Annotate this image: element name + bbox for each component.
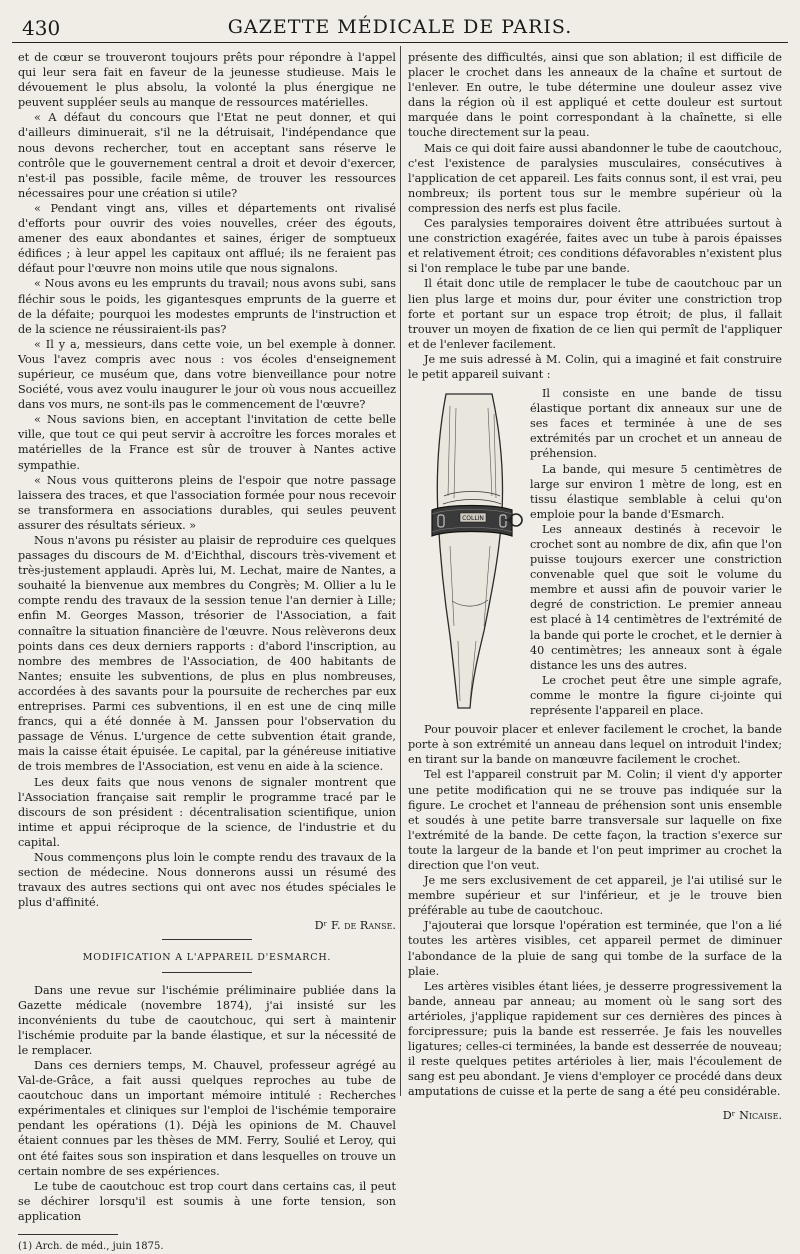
footnote: (1) Arch. de méd., juin 1875. <box>18 1241 164 1253</box>
journal-title: GAZETTE MÉDICALE DE PARIS. <box>227 16 573 38</box>
leg-with-tourniquet-illustration <box>408 386 526 716</box>
section-rule <box>162 939 252 940</box>
page-header <box>12 10 788 40</box>
paragraph: Les anneaux destinés à recevoir le crochet sont au nombre de dix, afin que l'on puisse toujours exercer une constriction convenable quel que soit le volume du membre et aussi afin de pouvoir varier le degré de constriction. Le premier anneau est placé à 14 centimètres de l'extrémité de la bande qui porte le crochet, et le dernier à 40 centimètres; les anneaux sont à égale distance les uns des autres. <box>530 522 782 672</box>
paragraph: Dans une revue sur l'ischémie préliminaire publiée dans la Gazette médicale (novembre 1874), j'ai insisté sur les inconvénients du tube de caoutchouc, qui sert à maintenir l'ischémie produite par la bande élastique, et sur la nécessité de le remplacer. <box>18 983 396 1057</box>
paragraph: Nous commençons plus loin le compte rendu des travaux de la section de médecine. Nous donnerons aussi un résumé des travaux des autres sections qui ont avec nos études spéciales le plus d'affinité. <box>18 850 396 910</box>
paragraph: Je me sers exclusivement de cet appareil, je l'ai utilisé sur le membre supérieur et sur l'inférieur, et je le trouve bien préférable au tube de caoutchouc. <box>408 874 782 918</box>
paragraph: Les deux faits que nous venons de signaler montrent que l'Association française sait remplir le programme tracé par le discours de son président : décentralisation scientifique, union intime et appui réciproque de la science, de l'industrie et du capital. <box>18 775 396 849</box>
paragraph: La bande, qui mesure 5 centimètres de large sur environ 1 mètre de long, est en tissu élastique semblable à celui qu'on emploie pour la bande d'Esmarch. <box>530 462 782 521</box>
paragraph: présente des difficultés, ainsi que son ablation; il est difficile de placer le crochet dans les anneaux de la chaîne et surtout de l'enlever. En outre, le tube détermine une douleur assez vive dans la région où il est appliqué et cette douleur est surtout marquée dans le point correspondant à la chaînette, si elle touche directement sur la peau. <box>408 51 782 140</box>
paragraph: Dans ces derniers temps, M. Chauvel, professeur agrégé au Val-de-Grâce, a fait aussi quelques reproches au tube de caoutchouc dans un important mémoire intitulé : Recherches expérimentales et cliniques sur l'emploi de l'ischémie temporaire pendant les opérations (1). Déjà les opinions de M. Chauvel étaient connues par les thèses de MM. Ferry, Soulié et Leroy, qui ont été faites sous son inspiration et dans lesquelles on trouve un certain nombre de ses expériences. <box>18 1059 396 1178</box>
paragraph: et de cœur se trouveront toujours prêts pour répondre à l'appel qui leur sera fait en faveur de la jeunesse studieuse. Mais le dévouement le plus absolu, la volonté la plus énergique ne peuvent suppléer seuls au manque de ressources matérielles. <box>18 51 396 110</box>
paragraph: Il était donc utile de remplacer le tube de caoutchouc par un lien plus large et moins dur, pour éviter une constriction trop forte et portant sur un espace trop étroit; de plus, il fallait trouver un moyen de fixation de ce lien qui permît de l'appliquer et de l'enlever facilement. <box>408 277 782 351</box>
figure-tourniquet <box>408 386 526 720</box>
page-number: 430 <box>22 16 61 40</box>
paragraph: « A défaut du concours que l'Etat ne peut donner, et qui d'ailleurs diminuerait, s'il ne la détruisait, l'indépendance que nous devons rechercher, tout en acceptant sans réserve le contrôle que le gouvernement central a droit et devoir d'exercer, n'est-il pas possible, facile même, de trouver les ressources nécessaires pour une création si utile? <box>18 111 396 200</box>
paragraph: Le tube de caoutchouc est trop court dans certains cas, il peut se déchirer lorsqu'il est soumis à une forte tension, son application <box>18 1179 396 1223</box>
paragraph: Ces paralysies temporaires doivent être attribuées surtout à une constriction exagérée, faites avec un tube à parois épaisses et relativement étroit; ces conditions défavorables n'existent plus si l'on remplace le tube par une bande. <box>408 217 782 276</box>
paragraph: Nous n'avons pu résister au plaisir de reproduire ces quelques passages du discours de M. d'Eichthal, discours très-vivement et très-justement applaudi. Après lui, M. Lechat, maire de Nantes, a souhaité la bienvenue aux membres du Congrès; M. Ollier a lu le compte rendu des travaux de la session tenue l'an dernier à Lille; enfin M. Georges Masson, trésorier de l'Association, a fait connaître la situation financière de l'œuvre. Nous relèverons deux points dans ces deux derniers rapports : d'abord l'inscription, au nombre des membres de l'Association, de 400 habitants de Nantes; ensuite les subventions, de plus en plus nombreuses, accordées à des savants pour la poursuite de recherches par eux entreprises. Parmi ces subventions, il en est une de cinq mille francs, qui a été donnée à M. Janssen pour l'observation du passage de Vénus. L'urgence de cette subvention était grande, mais la caisse était épuisée. Le capital, par la généreuse initiative de trois membres de l'Association, est venu en aide à la science. <box>18 534 396 774</box>
paragraph: « Il y a, messieurs, dans cette voie, un bel exemple à donner. Vous l'avez compris avec nous : vos écoles d'enseignement supérieur, ce muséum que, dans votre bienveillance pour notre Société, vous avez voulu inaugurer le jour où vous nous accueillez dans vos murs, ne sont-ils pas le commencement de l'œuvre? <box>18 337 396 412</box>
header-rule <box>12 42 788 43</box>
paragraph: Pour pouvoir placer et enlever facilement le crochet, la bande porte à son extrémité un anneau dans lequel on introduit l'index; en tirant sur la bande on manœuvre facilement le crochet. <box>408 723 782 767</box>
paragraph: J'ajouterai que lorsque l'opération est terminée, que l'on a lié toutes les artères visibles, cet appareil permet de diminuer l'abondance de la pluie de sang qui tombe de la surface de la plaie. <box>408 919 782 978</box>
figure-description <box>526 386 782 720</box>
paragraph: Tel est l'appareil construit par M. Colin; il vient d'y apporter une petite modification qui ne se trouve pas indiquée sur la figure. Le crochet et l'anneau de préhension sont unis ensemble et soudés à une petite barre transversale sur laquelle on fixe l'extrémité de la bande. De cette façon, la traction s'exerce sur toute la largeur de la bande et l'on peut imprimer au crochet la direction que l'on veut. <box>408 768 782 872</box>
leg-outline <box>437 394 502 708</box>
paragraph: Je me suis adressé à M. Colin, qui a imaginé et fait construire le petit appareil suivant : <box>408 352 782 381</box>
section-title: MODIFICATION A L'APPAREIL D'ESMARCH. <box>82 952 332 964</box>
right-column <box>408 50 782 1129</box>
paragraph: Le crochet peut être une simple agrafe, comme le montre la figure ci-jointe qui représente l'appareil en place. <box>530 673 782 718</box>
left-column <box>18 50 396 1254</box>
section-rule <box>162 972 252 973</box>
paragraph: Mais ce qui doit faire aussi abandonner le tube de caoutchouc, c'est l'existence de paralysies musculaires, consécutives à l'application de cet appareil. Les faits connus sont, il est vrai, peu nombreux; ils portent tous sur le membre supérieur où la compression des nerfs est plus facile. <box>408 141 782 215</box>
paragraph: « Nous avons eu les emprunts du travail; nous avons subi, sans fléchir sous le poids, les gigantesques emprunts de la guerre et de la défaite; pourquoi les modestes emprunts de l'instruction et de la science ne réussiraient-ils pas? <box>18 277 396 336</box>
author-signature: Dʳ F. de Ranse. <box>314 919 396 933</box>
paragraph: « Nous vous quitterons pleins de l'espoir que notre passage laissera des traces, et que l'association formée pour nous recevoir se transformera en associations durables, qui seules peuvent assurer des résultats sérieux. » <box>18 473 396 532</box>
footnote-rule <box>18 1234 118 1235</box>
column-divider <box>400 46 401 1096</box>
author-signature: Dʳ Nicaise. <box>722 1108 782 1122</box>
figure-label: COLLIN <box>462 515 484 523</box>
paragraph: « Nous savions bien, en acceptant l'invitation de cette belle ville, que tout ce qui peut servir à accroître les forces morales et matérielles de la France est sûr de trouver à Nantes active sympathie. <box>18 413 396 472</box>
figure-block <box>408 386 782 720</box>
paragraph: Les artères visibles étant liées, je desserre progressivement la bande, anneau par anneau; au moment où le sang sort des artérioles, j'applique rapidement sur ces dernières des pinces à forcipressure; puis la bande est resserrée. Je fais les nouvelles ligatures; celles-ci terminées, la bande est desserrée de nouveau; il reste quelques petites artérioles à lier, mais l'écoulement de sang est peu abondant. Je viens d'employer ce procédé dans deux amputations de cuisse et la perte de sang a été peu considérable. <box>408 979 782 1099</box>
paragraph: « Pendant vingt ans, villes et départements ont rivalisé d'efforts pour ouvrir des voies nouvelles, créer des égouts, amener des eaux abondantes et saines, ériger de somptueux édifices ; à leur appel les capitaux ont afflué; ils ne feraient pas défaut pour l'œuvre non moins utile que nous signalons. <box>18 201 396 276</box>
paragraph: Il consiste en une bande de tissu élastique portant dix anneaux sur une de ses faces et terminée à une de ses extrémités par un crochet et un anneau de préhension. <box>530 387 782 461</box>
